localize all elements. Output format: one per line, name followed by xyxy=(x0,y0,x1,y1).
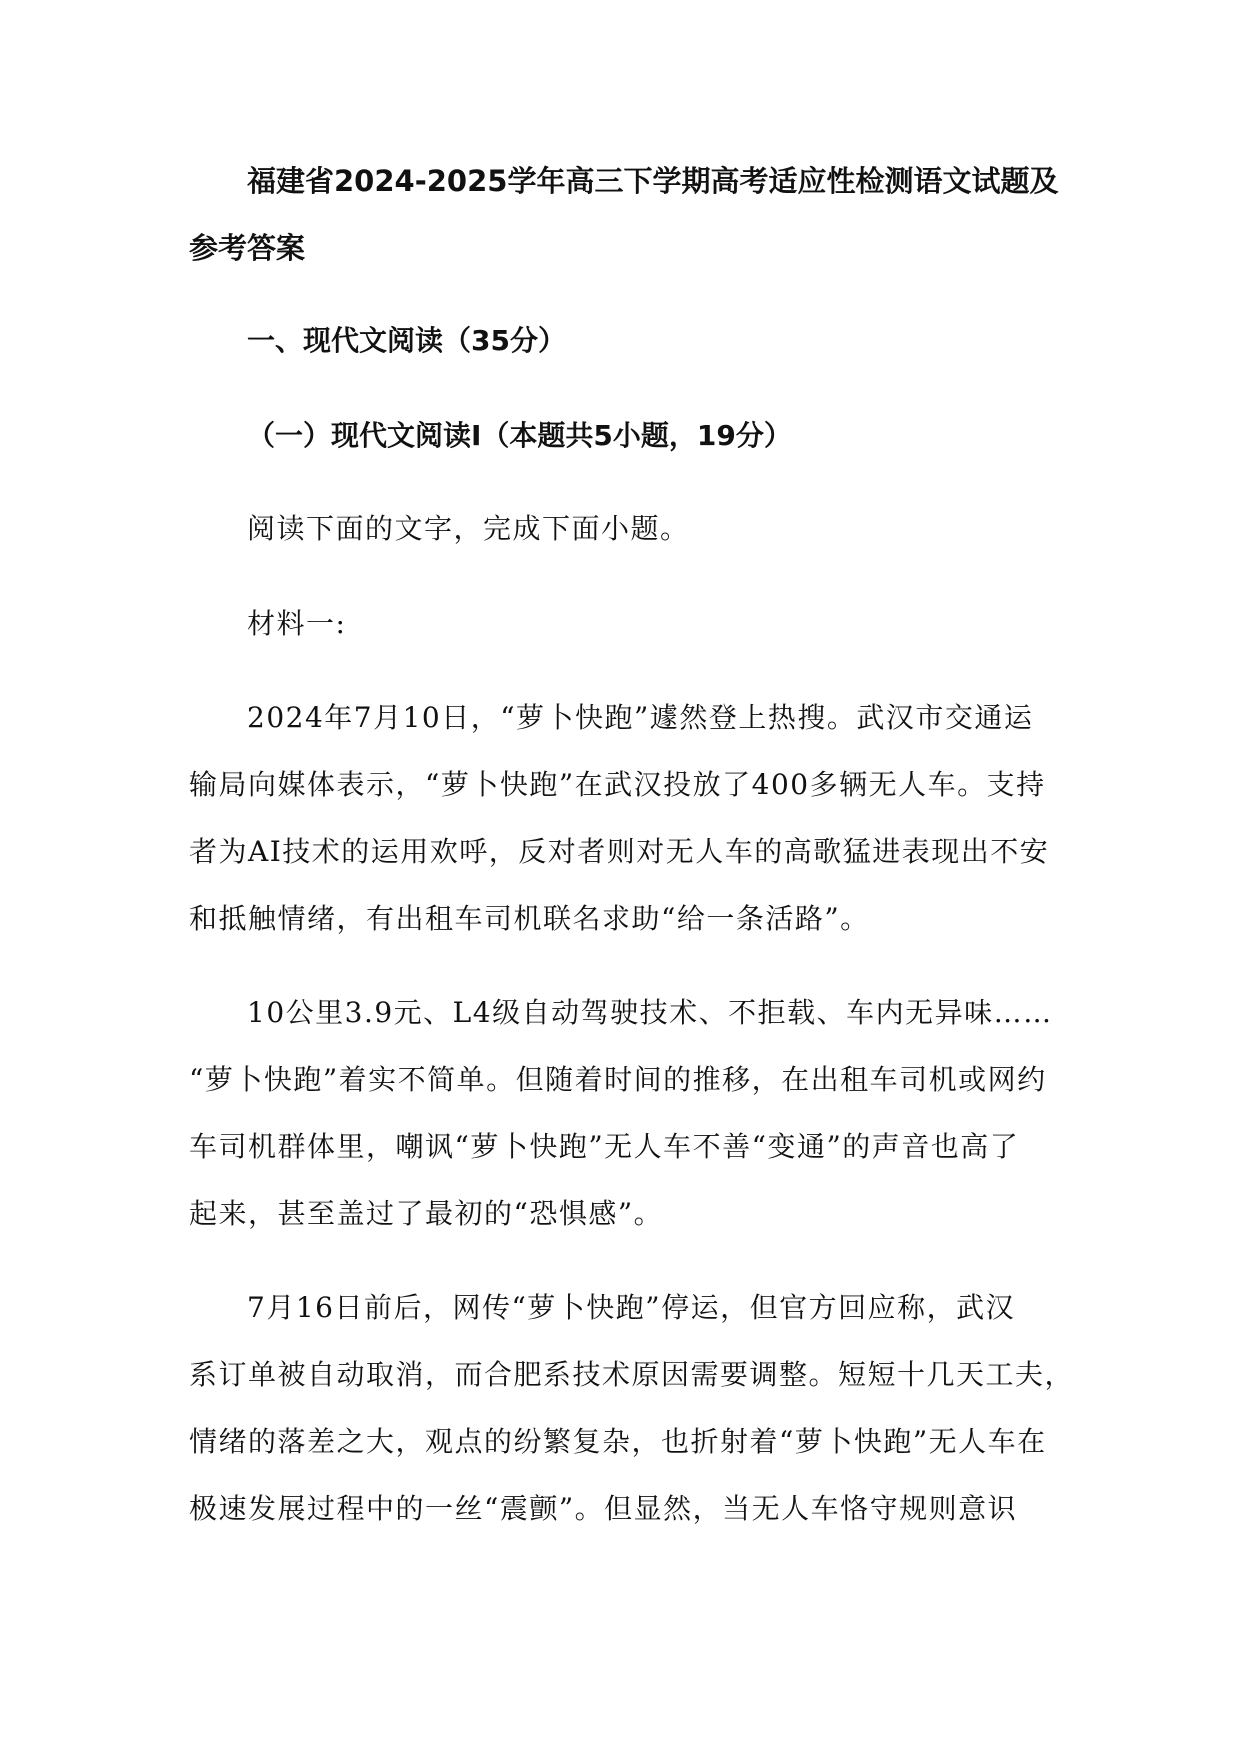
paragraph-1-line-2: 输局向媒体表示，“萝卜快跑”在武汉投放了400多辆无人车。支持 xyxy=(189,768,1046,801)
paragraph-1-line-1: 2024年7月10日，“萝卜快跑”遽然登上热搜。武汉市交通运 xyxy=(247,701,1034,734)
paragraph-2-line-4: 起来，甚至盖过了最初的“恐惧感”。 xyxy=(189,1197,664,1230)
paragraph-3-line-4: 极速发展过程中的一丝“震颤”。但显然，当无人车恪守规则意识 xyxy=(189,1492,1018,1525)
subsection-heading: （一）现代文阅读Ⅰ（本题共5小题，19分） xyxy=(247,419,792,452)
paragraph-1-line-3: 者为AI技术的运用欢呼，反对者则对无人车的高歌猛进表现出不安 xyxy=(189,835,1050,868)
paragraph-3-line-1: 7月16日前后，网传“萝卜快跑”停运，但官方回应称，武汉 xyxy=(247,1291,1016,1324)
material-label: 材料一: xyxy=(247,607,347,640)
document-title-line-2: 参考答案 xyxy=(189,231,306,265)
paragraph-2-line-3: 车司机群体里，嘲讽“萝卜快跑”无人车不善“变通”的声音也高了 xyxy=(189,1130,1020,1163)
document-title-line-1: 福建省2024-2025学年高三下学期高考适应性检测语文试题及 xyxy=(247,164,1059,198)
paragraph-1-line-4: 和抵触情绪，有出租车司机联名求助“给一条活路”。 xyxy=(189,902,870,935)
instruction-text: 阅读下面的文字，完成下面小题。 xyxy=(247,512,690,545)
paragraph-2-line-1: 10公里3.9元、L4级自动驾驶技术、不拒载、车内无异味…… xyxy=(247,996,1053,1029)
paragraph-2-line-2: “萝卜快跑”着实不简单。但随着时间的推移，在出租车司机或网约 xyxy=(189,1063,1047,1096)
paragraph-3-line-2: 系订单被自动取消，而合肥系技术原因需要调整。短短十几天工夫， xyxy=(189,1358,1075,1391)
paragraph-3-line-3: 情绪的落差之大，观点的纷繁复杂，也折射着“萝卜快跑”无人车在 xyxy=(189,1425,1047,1458)
section-heading: 一、现代文阅读（35分） xyxy=(247,324,566,357)
